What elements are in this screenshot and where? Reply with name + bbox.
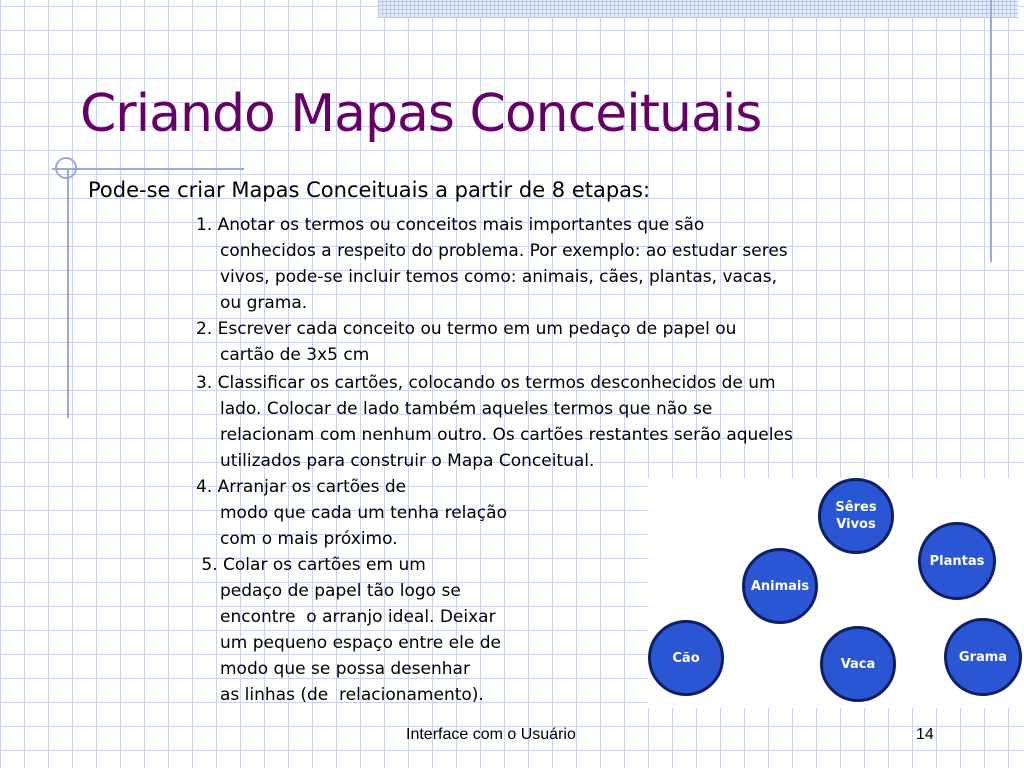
step-line: relacionam com nenhum outro. Os cartões restantes serão aqueles <box>220 425 793 445</box>
slide-intro: Pode-se criar Mapas Conceituais a partir de 8 etapas: <box>88 178 651 202</box>
step-line: modo que cada um tenha relação <box>220 503 507 523</box>
concept-node-animais: Animais <box>742 548 818 624</box>
step-4 <box>196 474 507 552</box>
right-vertical-rule <box>990 0 992 262</box>
step-line: as linhas (de relacionamento). <box>220 685 484 705</box>
step-line: com o mais próximo. <box>220 529 398 549</box>
concept-node-vaca: Vaca <box>820 626 896 702</box>
step-line: 4. Arranjar os cartões de <box>196 477 407 497</box>
step-3 <box>196 370 793 474</box>
concept-node-seres-vivos: Sêres Vivos <box>818 478 894 554</box>
step-line: cartão de 3x5 cm <box>220 345 370 365</box>
step-line: 1. Anotar os termos ou conceitos mais importantes que são <box>196 215 705 235</box>
top-decorative-pattern <box>378 0 1018 18</box>
slide-title: Criando Mapas Conceituais <box>80 84 762 144</box>
step-line: 2. Escrever cada conceito ou termo em um pedaço de papel ou <box>196 319 737 339</box>
step-2 <box>196 316 736 368</box>
step-line: conhecidos a respeito do problema. Por exemplo: ao estudar seres <box>220 241 788 261</box>
step-5 <box>196 552 501 708</box>
step-line: 5. Colar os cartões em um <box>196 555 426 575</box>
step-line: um pequeno espaço entre ele de <box>220 633 501 653</box>
title-underline-rule <box>52 168 244 170</box>
step-line: 3. Classificar os cartões, colocando os termos desconhecidos de um <box>196 373 776 393</box>
concept-map-diagram <box>648 478 1024 708</box>
step-line: pedaço de papel tão logo se <box>220 581 461 601</box>
concept-node-grama: Grama <box>944 618 1022 696</box>
step-line: ou grama. <box>220 293 308 313</box>
concept-node-plantas: Plantas <box>918 522 996 600</box>
step-line: lado. Colocar de lado também aqueles termos que não se <box>220 399 713 419</box>
step-1 <box>196 212 788 316</box>
page-number: 14 <box>916 726 934 743</box>
concept-node-cao: Cão <box>648 620 724 696</box>
step-line: modo que se possa desenhar <box>220 659 470 679</box>
crosshair-ornament-icon <box>55 157 77 179</box>
slide-footer: Interface com o Usuário <box>406 726 576 743</box>
step-line: vivos, pode-se incluir temos como: animais, cães, plantas, vacas, <box>220 267 777 287</box>
step-line: encontre o arranjo ideal. Deixar <box>220 607 496 627</box>
step-line: utilizados para construir o Mapa Conceitual. <box>220 451 595 471</box>
left-vertical-rule <box>67 170 69 418</box>
